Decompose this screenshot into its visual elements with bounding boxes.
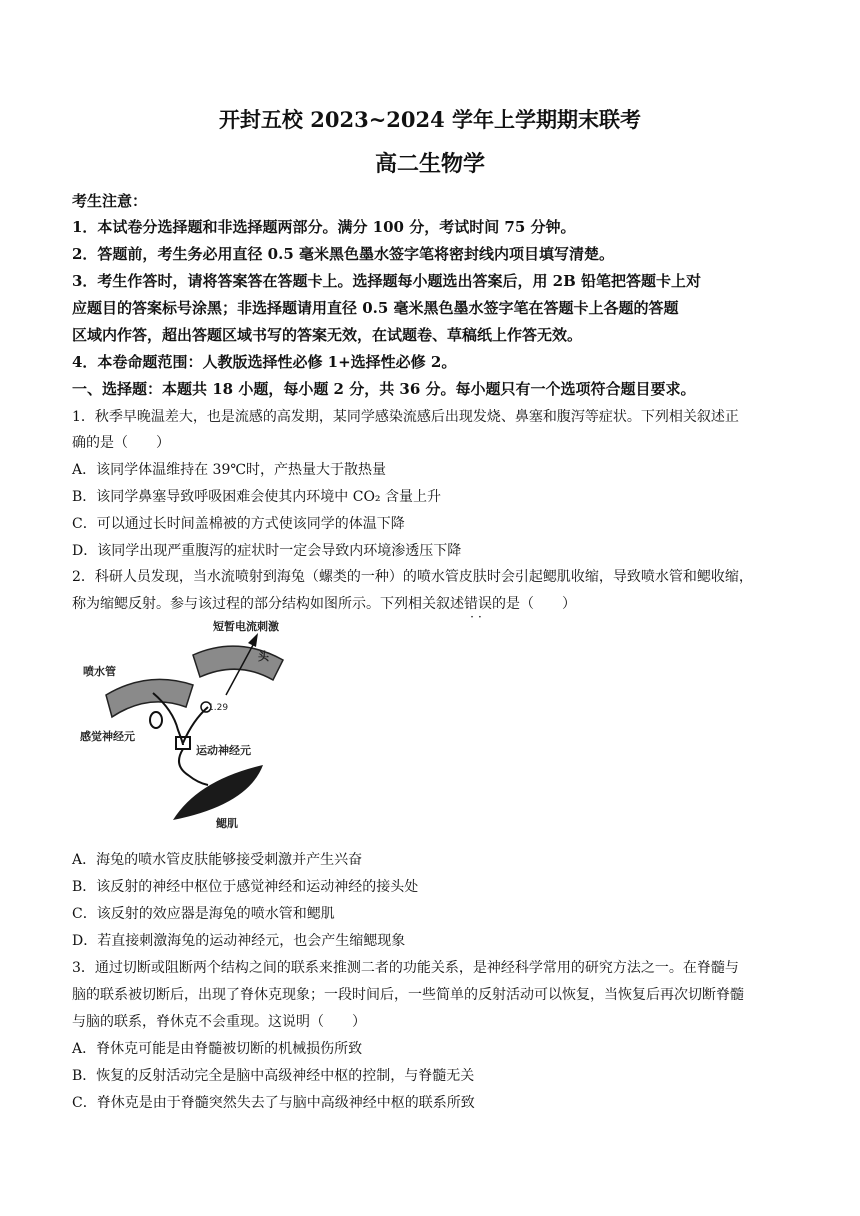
notice-item-4: 4．本卷命题范围：人教版选择性必修 1+选择性必修 2。 [72, 353, 457, 371]
stimulus-arrowhead [248, 633, 258, 647]
notice-item-3-cont2: 区域内作答，超出答题区域书写的答案无效，在试题卷、草稿纸上作答无效。 [72, 326, 583, 344]
section-heading: 一、选择题：本题共 18 小题，每小题 2 分，共 36 分。每小题只有一个选项符合题目要求。 [72, 380, 696, 398]
q3-stem-cont2: 与脑的联系，脊休克不会重现。这说明（ ） [72, 1014, 366, 1030]
label-siphon: 喷水管 [83, 665, 116, 678]
label-motor-neuron: 运动神经元 [196, 744, 251, 757]
exam-subject: 高二生物学 [374, 151, 485, 177]
label-stimulus: 短暂电流刺激 [213, 620, 279, 633]
label-sensory-neuron: 感觉神经元 [80, 730, 135, 743]
notice-item-3: 3．考生作答时，请将答案答在答题卡上。选择题每小题选出答案后，用 2B 铅笔把答题卡上对 [72, 272, 702, 290]
notice-item-3-cont: 应题目的答案标号涂黑；非选择题请用直径 0.5 毫米黑色墨水签字笔在答题卡上各题的答题 [72, 299, 679, 317]
q2-option-b: B．该反射的神经中枢位于感觉神经和运动神经的接头处 [72, 879, 419, 895]
q2-stem: 2．科研人员发现，当水流喷射到海兔（螺类的一种）的喷水管皮肤时会引起鳃肌收缩，导致喷水管和鳃收缩， [72, 569, 753, 585]
q2-option-d: D．若直接刺激海兔的运动神经元，也会产生缩鳃现象 [72, 933, 406, 949]
q2-stem-emphasis: 错误 ·· [464, 596, 492, 612]
q1-option-a: A．该同学体温维持在 39℃时，产热量大于散热量 [72, 462, 387, 478]
q3-option-c: C．脊休克是由于脊髓突然失去了与脑中高级神经中枢的联系所致 [72, 1095, 475, 1111]
q1-stem-cont: 确的是（ ） [72, 435, 170, 451]
notice-heading: 考生注意： [72, 192, 148, 210]
label-head: 头 [258, 650, 269, 663]
q2-option-a: A．海兔的喷水管皮肤能够接受刺激并产生兴奋 [72, 852, 363, 868]
q2-stem-cont [72, 593, 792, 613]
q3-option-b: B．恢复的反射活动完全是脑中高级神经中枢的控制，与脊髓无关 [72, 1068, 475, 1084]
label-number: 1.29 [208, 703, 229, 713]
q3-stem-cont: 脑的联系被切断后，出现了脊休克现象；一段时间后，一些简单的反射活动可以恢复，当恢复后再次切断脊髓 [72, 987, 744, 1003]
q1-option-c: C．可以通过长时间盖棉被的方式使该同学的体温下降 [72, 516, 405, 532]
q1-option-d: D．该同学出现严重腹泻的症状时一定会导致内环境渗透压下降 [72, 543, 462, 559]
exam-title: 开封五校 2023~2024 学年上学期期末联考 [218, 107, 642, 132]
q3-stem: 3．通过切断或阻断两个结构之间的联系来推测二者的功能关系，是神经科学常用的研究方法之一。在脊髓与 [72, 960, 739, 976]
sensory-cell-body [150, 712, 162, 728]
q1-stem: 1．秋季早晚温差大，也是流感的高发期，某同学感染流感后出现发烧、鼻塞和腹泻等症状。下列相关叙述正 [72, 409, 739, 425]
q3-option-a: A．脊休克可能是由脊髓被切断的机械损伤所致 [72, 1041, 363, 1057]
notice-item-2: 2．答题前，考生务必用直径 0.5 毫米黑色墨水签字笔将密封线内项目填写清楚。 [72, 245, 614, 263]
q2-stem-post: 的是（ ） [492, 596, 576, 612]
skin-shape [193, 646, 283, 680]
label-gill-muscle: 鳃肌 [216, 817, 238, 830]
reflex-diagram [78, 615, 308, 840]
notice-item-1: 1．本试卷分选择题和非选择题两部分。满分 100 分，考试时间 75 分钟。 [72, 218, 576, 236]
q2-option-c: C．该反射的效应器是海兔的喷水管和鳃肌 [72, 906, 335, 922]
siphon-shape [106, 679, 193, 717]
q2-stem-pre: 称为缩鳃反射。参与该过程的部分结构如图所示。下列相关叙述 [72, 596, 464, 612]
q1-option-b: B．该同学鼻塞导致呼吸困难会使其内环境中 CO₂ 含量上升 [72, 489, 441, 505]
reflex-diagram-svg [78, 615, 308, 840]
